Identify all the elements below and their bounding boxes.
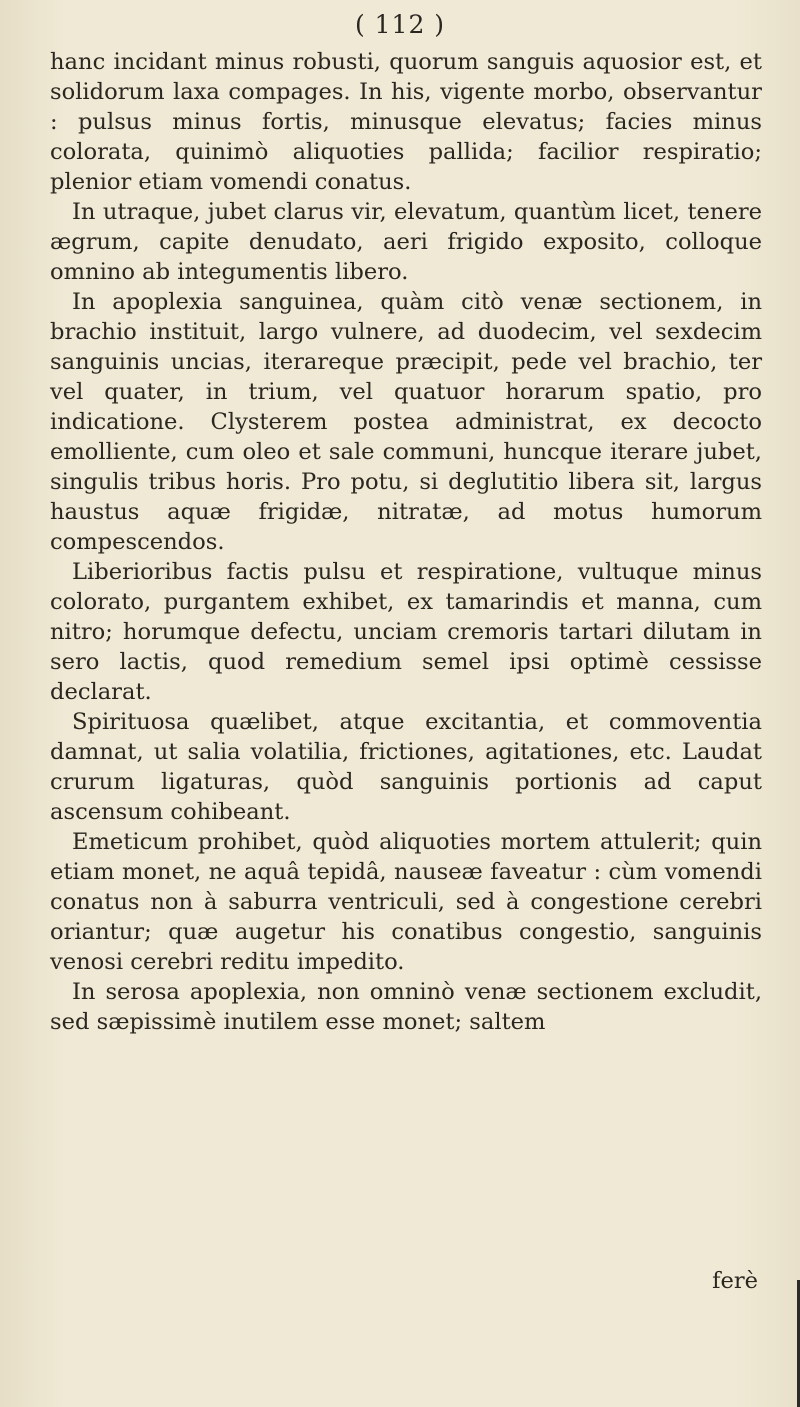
paragraph-continuation: hanc incidant minus robusti, quorum sanguis aquosior est, et solidorum laxa compages. In his, vigente morbo, observantur : pulsus minus fortis, minusque elevatus; facies minus colorata, quinimò aliquoties pallida; facilior respiratio; plenior etiam vomendi conatus. <box>50 49 762 195</box>
paragraph-in-utraque: In utraque, jubet clarus vir, elevatum, quantùm licet, tenere ægrum, capite denudato, aeri frigido exposito, colloque omnino ab integumentis libero. <box>50 199 762 285</box>
catchword: ferè <box>712 1268 758 1294</box>
paragraph-serosa-apoplexia: In serosa apoplexia, non omninò venæ sectionem excludit, sed sæpissimè inutilem esse monet; saltem <box>50 979 762 1035</box>
paragraph-spirituosa: Spirituosa quælibet, atque excitantia, et commoventia damnat, ut salia volatilia, frictiones, agitationes, etc. Laudat crurum ligaturas, quòd sanguinis portionis ad caput ascensum cohibeant. <box>50 709 762 825</box>
page-number: ( 112 ) <box>354 10 446 39</box>
paragraph-emeticum: Emeticum prohibet, quòd aliquoties mortem attulerit; quin etiam monet, ne aquâ tepidâ, nauseæ faveatur : cùm vomendi conatus non à saburra ventriculi, sed à congestione cerebri oriantur; quæ augetur his conatibus congestio, sanguinis venosi cerebri reditu impedito. <box>50 829 762 975</box>
paragraph-apoplexia-sanguinea: In apoplexia sanguinea, quàm citò venæ sectionem, in brachio instituit, largo vulnere, ad duodecim, vel sexdecim sanguinis uncias, iterareque præcipit, pede vel brachio, ter vel quater, in trium, vel quatuor horarum spatio, pro indicatione. Clysterem postea administrat, ex decocto emolliente, cum oleo et sale communi, huncque iterare jubet, singulis tribus horis. Pro potu, si deglutitio libera sit, largus haustus aquæ frigidæ, nitratæ, ad motus humorum compescendos. <box>50 289 762 555</box>
body-text <box>50 47 762 1037</box>
paragraph-liberioribus: Liberioribus factis pulsu et respiratione, vultuque minus colorato, purgantem exhibet, ex tamarindis et manna, cum nitro; horumque defectu, unciam cremoris tartari dilutam in sero lactis, quod remedium semel ipsi optimè cessisse declarat. <box>50 559 762 705</box>
